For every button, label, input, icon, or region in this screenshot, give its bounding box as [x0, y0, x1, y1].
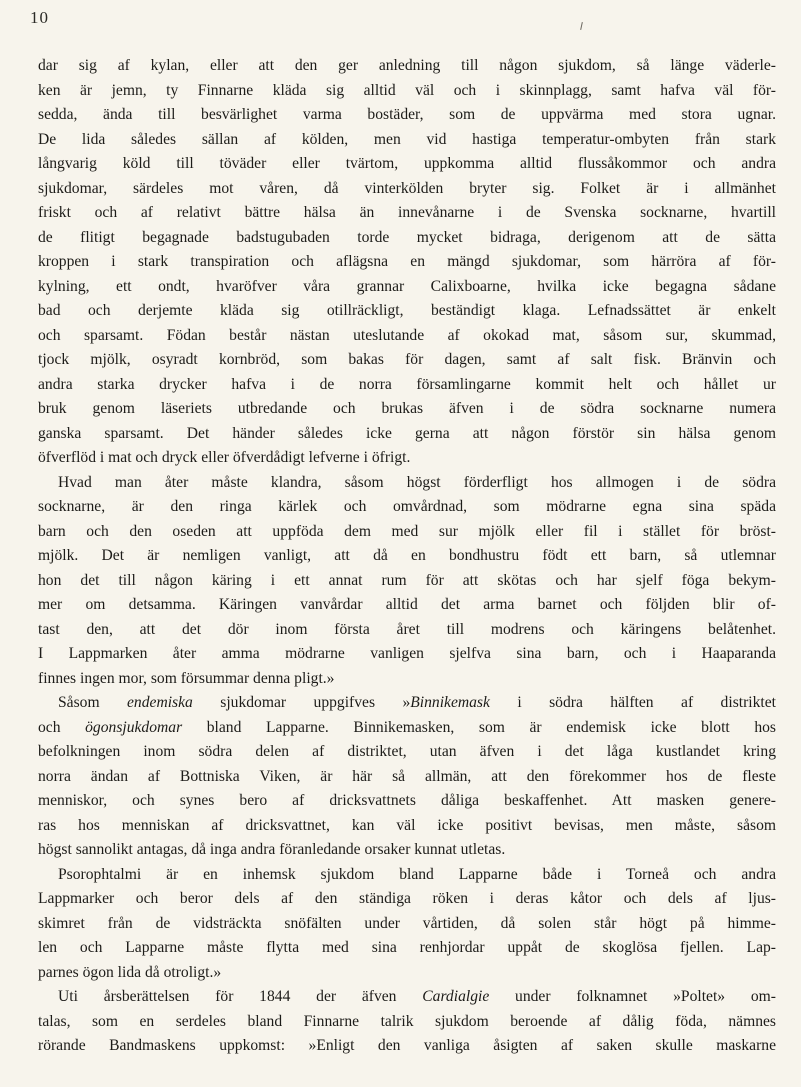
text-span: dar sig af kylan, eller att den ger anledning till någon sjukdom, så länge väderle- — [38, 57, 776, 74]
pencil-mark — [580, 22, 583, 30]
text-line — [38, 226, 776, 251]
text-line — [38, 520, 776, 545]
text-span: Lappmarker och beror dels af den ständiga röken i deras kåtor och dels af ljus- — [38, 890, 776, 907]
body-text — [38, 54, 776, 1059]
text-line — [38, 887, 776, 912]
text-line — [38, 201, 776, 226]
text-line — [38, 177, 776, 202]
text-span: Hvad man åter måste klandra, såsom högst förderfligt hos allmogen i de södra — [58, 473, 776, 491]
text-span: norra ändan af Bottniska Viken, är här så allmän, att den förekommer hos de fleste — [38, 767, 776, 785]
italic-term: ögonsjukdomar — [85, 718, 183, 736]
text-span: friskt och af relativt bättre hälsa än innevånarne i de Svenska socknarne, hvartill — [38, 204, 776, 221]
text-line — [38, 1010, 776, 1035]
text-span: under folknamnet »Poltet» om- — [489, 988, 776, 1005]
text-span: I Lappmarken åter amma mödrarne vanligen sjelfva sina barn, och i Haaparanda — [38, 645, 776, 662]
text-span: andra starka drycker hafva i de norra församlingarne kommit helt och hållet ur — [38, 375, 776, 393]
text-line — [38, 1034, 776, 1059]
text-span: parnes ögon lida då otroligt.» — [38, 963, 222, 981]
text-line — [38, 324, 776, 349]
text-line — [38, 838, 776, 863]
text-span: finnes ingen mor, som försummar denna pligt.» — [38, 669, 335, 687]
text-span: tjock mjölk, osyradt kornbröd, som bakas för dagen, samt af salt fisk. Bränvin och — [38, 351, 776, 368]
text-span: i södra hälften af distriktet — [489, 694, 776, 711]
text-span: tast den, att det dör inom första året till modrens och käringens belåtenhet. — [38, 620, 776, 638]
text-span: talas, som en serdeles bland Finnarne talrik sjukdom beroende af dålig föda, nämnes — [38, 1012, 776, 1030]
page-number: 10 — [30, 8, 49, 27]
text-line — [38, 789, 776, 814]
text-span: hon det till någon käring i ett annat rum för att skötas och har sjelf föga bekym- — [38, 571, 776, 589]
text-span: menniskor, och synes bero af dricksvattnets dåliga beskaffenhet. Att masken genere- — [38, 792, 776, 809]
text-line — [38, 740, 776, 765]
text-line — [38, 471, 776, 496]
text-line — [38, 446, 776, 471]
text-span: långvarig köld till töväder eller tvärtom, uppkomma alltid flussåkommor och andra — [38, 155, 776, 172]
text-span: och sparsamt. Födan består nästan uteslutande af okokad mat, såsom sur, skummad, — [38, 326, 776, 344]
text-line — [38, 544, 776, 569]
text-span: mjölk. Det är nemligen vanligt, att då en bondhustru födt ett barn, så utlemnar — [38, 547, 776, 564]
text-span: sjukdomar, särdeles mot våren, då vinterkölden bryter sig. Folket är i allmänhet — [38, 179, 776, 197]
text-line — [38, 152, 776, 177]
text-line — [38, 618, 776, 643]
text-line — [38, 593, 776, 618]
text-line — [38, 863, 776, 888]
text-span: mer om detsamma. Käringen vanvårdar alltid det arma barnet och följden blir of- — [38, 596, 776, 613]
text-span: de flitigt begagnade badstugubaden torde mycket bidraga, derigenom att de sätta — [38, 228, 776, 246]
italic-term: endemiska — [127, 694, 193, 711]
text-line — [38, 667, 776, 692]
text-line — [38, 912, 776, 937]
text-line — [38, 299, 776, 324]
text-line — [38, 348, 776, 373]
text-span: Såsom — [58, 694, 128, 711]
text-line — [38, 814, 776, 839]
text-span: De lida således sällan af kölden, men vid hastiga temperatur-ombyten från stark — [38, 130, 776, 148]
text-span: bland Lapparne. Binnikemasken, som är endemisk icke blott hos — [182, 718, 776, 736]
text-span: högst sannolikt antagas, då inga andra föranledande orsaker kunnat utletas. — [38, 841, 506, 858]
text-line — [38, 250, 776, 275]
text-line — [38, 79, 776, 104]
text-span: öfverflöd i mat och dryck eller öfverdådigt lefverne i öfrigt. — [38, 449, 411, 466]
text-line — [38, 128, 776, 153]
text-span: sedda, ända till besvärlighet varma bostäder, som de uppvärma med stora ugnar. — [38, 106, 776, 123]
text-span: sjukdomar uppgifves » — [192, 694, 411, 711]
text-span: kylning, ett ondt, hvaröfver våra grannar Calixboarne, hvilka icke begagna sådane — [38, 277, 776, 295]
text-span: Psorophtalmi är en inhemsk sjukdom bland Lapparne både i Torneå och andra — [58, 865, 776, 883]
text-span: ken är jemn, ty Finnarne kläda sig alltid väl och i skinnplagg, samt hafva väl för- — [38, 81, 776, 99]
text-line — [38, 495, 776, 520]
text-line — [38, 985, 776, 1010]
text-line — [38, 103, 776, 128]
text-line — [38, 716, 776, 741]
text-span: ganska sparsamt. Det händer således icke gerna att någon förstör sin hälsa genom — [38, 424, 776, 442]
text-line — [38, 765, 776, 790]
text-span: kroppen i stark transpiration och aflägsna en mängd sjukdomar, som härröra af för- — [38, 253, 776, 270]
text-line — [38, 275, 776, 300]
text-line — [38, 569, 776, 594]
text-span: socknarne, är den ringa kärlek och omvårdnad, som mödrarne egna sina späda — [38, 498, 776, 515]
text-span: rörande Bandmaskens uppkomst: »Enligt den vanliga åsigten af saken skulle maskarne — [38, 1037, 776, 1054]
text-span: len och Lapparne måste flytta med sina renhjordar uppåt de skoglösa fjellen. Lap- — [38, 939, 776, 956]
text-line — [38, 54, 776, 79]
text-line — [38, 691, 776, 716]
text-line — [38, 397, 776, 422]
text-line — [38, 373, 776, 398]
text-span: och — [38, 718, 86, 736]
text-span: befolkningen inom södra delen af distriktet, utan äfven i det låga kustlandet kring — [38, 743, 776, 760]
text-span: bruk genom läseriets utbredande och brukas äfven i de södra socknarne numera — [38, 400, 776, 417]
text-span: bad och derjemte kläda sig otillräckligt, beständigt klaga. Lefnadssättet är enkelt — [38, 302, 776, 319]
italic-term: Binnikemask — [410, 694, 490, 711]
text-span: skimret från de vidsträckta snöfälten under vårtiden, då solen står högt på himme- — [38, 914, 776, 932]
text-span: ras hos menniskan af dricksvattnet, kan väl icke positivt bevisas, men måste, såsom — [38, 816, 776, 834]
text-line — [38, 961, 776, 986]
text-span: barn och den oseden att uppföda dem med sur mjölk eller fil i stället för bröst- — [38, 522, 776, 540]
text-line — [38, 642, 776, 667]
text-line — [38, 936, 776, 961]
text-line — [38, 422, 776, 447]
italic-term: Cardialgie — [422, 988, 490, 1005]
text-span: Uti årsberättelsen för 1844 der äfven — [58, 988, 423, 1005]
